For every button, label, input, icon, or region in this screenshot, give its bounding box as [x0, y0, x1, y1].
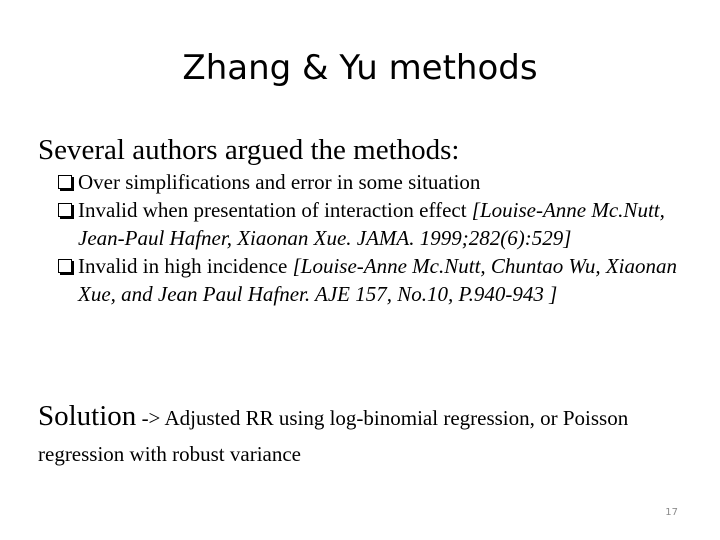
- bullet-reference: [Louise-Anne Mc.Nutt, Jean-Paul Hafner, Xiaonan Xue. JAMA. 1999;282(6):529]: [78, 198, 665, 250]
- square-checkbox-icon: [58, 259, 72, 273]
- bullet-reference: [Louise-Anne Mc.Nutt, Chuntao Wu, Xiaonan Xue, and Jean Paul Hafner. AJE 157, No.10, P.940-943 ]: [78, 254, 678, 306]
- intro-text: Several authors argued the methods:: [38, 134, 460, 166]
- bullet-item-3: [58, 252, 698, 308]
- solution-paragraph: [38, 398, 698, 472]
- bullet-text: Over simplifications and error in some situation: [78, 170, 481, 194]
- square-checkbox-icon: [58, 175, 72, 189]
- solution-lead: Solution: [38, 400, 137, 432]
- square-checkbox-icon: [58, 203, 72, 217]
- bullet-text: Invalid when presentation of interaction effect: [78, 198, 472, 222]
- slide-title: Zhang & Yu methods: [182, 48, 538, 88]
- bullet-text: Invalid in high incidence: [78, 254, 293, 278]
- solution-text: -> Adjusted RR using log-binomial regression, or Poisson regression with robust variance: [38, 406, 629, 466]
- bullet-item-1: [58, 168, 698, 196]
- bullet-list: [58, 168, 698, 308]
- bullet-item-2: [58, 196, 698, 252]
- page-number: 17: [665, 507, 678, 518]
